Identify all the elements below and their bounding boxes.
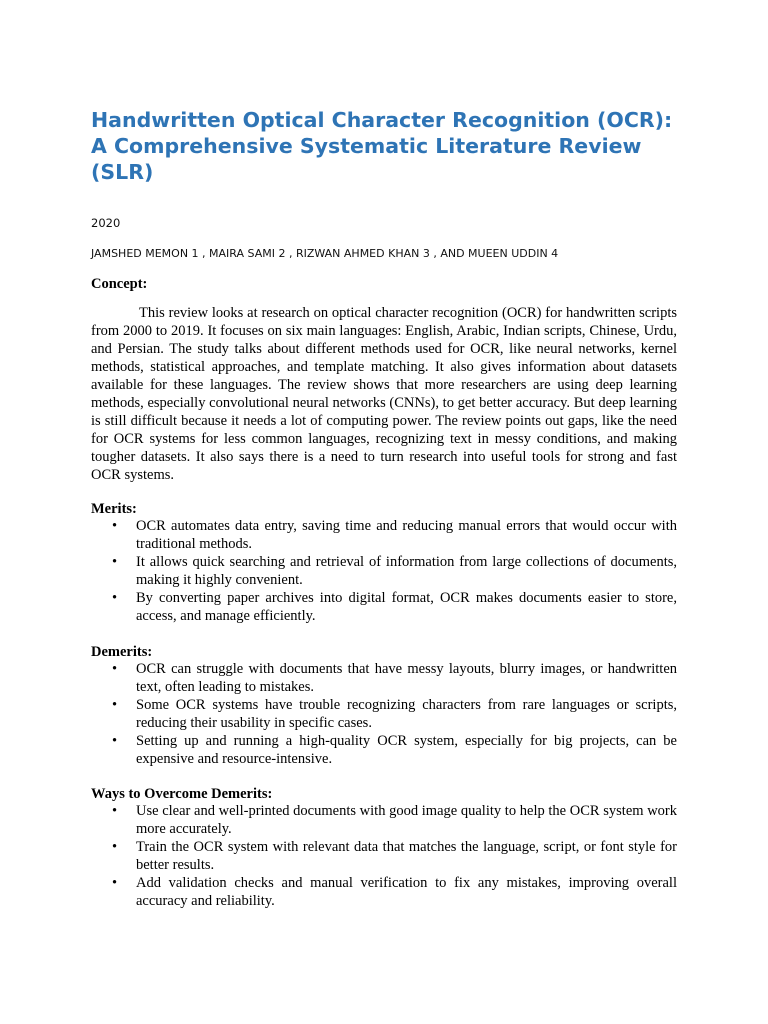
list-item-text: Train the OCR system with relevant data that matches the language, script, or font style for better results. — [136, 839, 677, 873]
list-item-text: Setting up and running a high-quality OCR system, especially for big projects, can be expensive and resource-intensive. — [136, 733, 677, 767]
list-item — [91, 660, 677, 696]
title-line: (SLR) — [91, 160, 154, 184]
title-line: Handwritten Optical Character Recognition (OCR): — [91, 108, 673, 132]
overcome-heading: Ways to Overcome Demerits: — [91, 786, 273, 802]
list-item — [91, 874, 677, 910]
list-item-text: Use clear and well-printed documents with good image quality to help the OCR system work more accurately. — [136, 803, 677, 837]
list-item-text: OCR can struggle with documents that have messy layouts, blurry images, or handwritten text, often leading to mistakes. — [136, 661, 677, 695]
list-item-text: By converting paper archives into digital format, OCR makes documents easier to store, access, and manage efficiently. — [136, 590, 677, 624]
demerits-list — [91, 660, 677, 768]
list-item-text: Some OCR systems have trouble recognizing characters from rare languages or scripts, reducing their usability in specific cases. — [136, 697, 677, 731]
list-item-text: Add validation checks and manual verification to fix any mistakes, improving overall accuracy and reliability. — [136, 875, 677, 909]
bullet-icon: • — [112, 661, 118, 677]
bullet-icon: • — [112, 839, 118, 855]
author-list: JAMSHED MEMON 1 , MAIRA SAMI 2 , RIZWAN AHMED KHAN 3 , AND MUEEN UDDIN 4 — [91, 247, 559, 260]
concept-paragraph: This review looks at research on optical character recognition (OCR) for handwritten scripts from 2000 to 2019. It focuses on six main languages: English, Arabic, Indian scripts, Chinese, Urdu, and Persian. The study talks about different methods used for OCR, like neural networks, kernel methods, statistical approaches, and template matching. It also gives information about datasets available for these languages. The review shows that more researchers are using deep learning methods, especially convolutional neural networks (CNNs), to get better accuracy. But deep learning is still difficult because it needs a lot of computing power. The review points out gaps, like the need for OCR systems for less common languages, recognizing text in messy conditions, and making tougher datasets. It also says there is a need to turn research into useful tools for strong and fast OCR systems. — [91, 305, 677, 483]
bullet-icon: • — [112, 733, 118, 749]
list-item — [91, 838, 677, 874]
demerits-heading: Demerits: — [91, 644, 153, 660]
bullet-icon: • — [112, 697, 118, 713]
list-item — [91, 553, 677, 589]
bullet-icon: • — [112, 803, 118, 819]
list-item — [91, 589, 677, 625]
list-item-text: OCR automates data entry, saving time and reducing manual errors that would occur with traditional methods. — [136, 518, 677, 552]
document-title — [91, 107, 691, 185]
list-item — [91, 802, 677, 838]
list-item — [91, 517, 677, 553]
bullet-icon: • — [112, 518, 118, 534]
bullet-icon: • — [112, 875, 118, 891]
publication-year: 2020 — [91, 216, 121, 230]
bullet-icon: • — [112, 554, 118, 570]
overcome-list — [91, 802, 677, 910]
list-item — [91, 696, 677, 732]
list-item — [91, 732, 677, 768]
list-item-text: It allows quick searching and retrieval of information from large collections of documents, making it highly convenient. — [136, 554, 677, 588]
bullet-icon: • — [112, 590, 118, 606]
title-line: A Comprehensive Systematic Literature Review — [91, 134, 642, 158]
concept-heading: Concept: — [91, 276, 148, 292]
merits-heading: Merits: — [91, 501, 137, 517]
merits-list — [91, 517, 677, 625]
